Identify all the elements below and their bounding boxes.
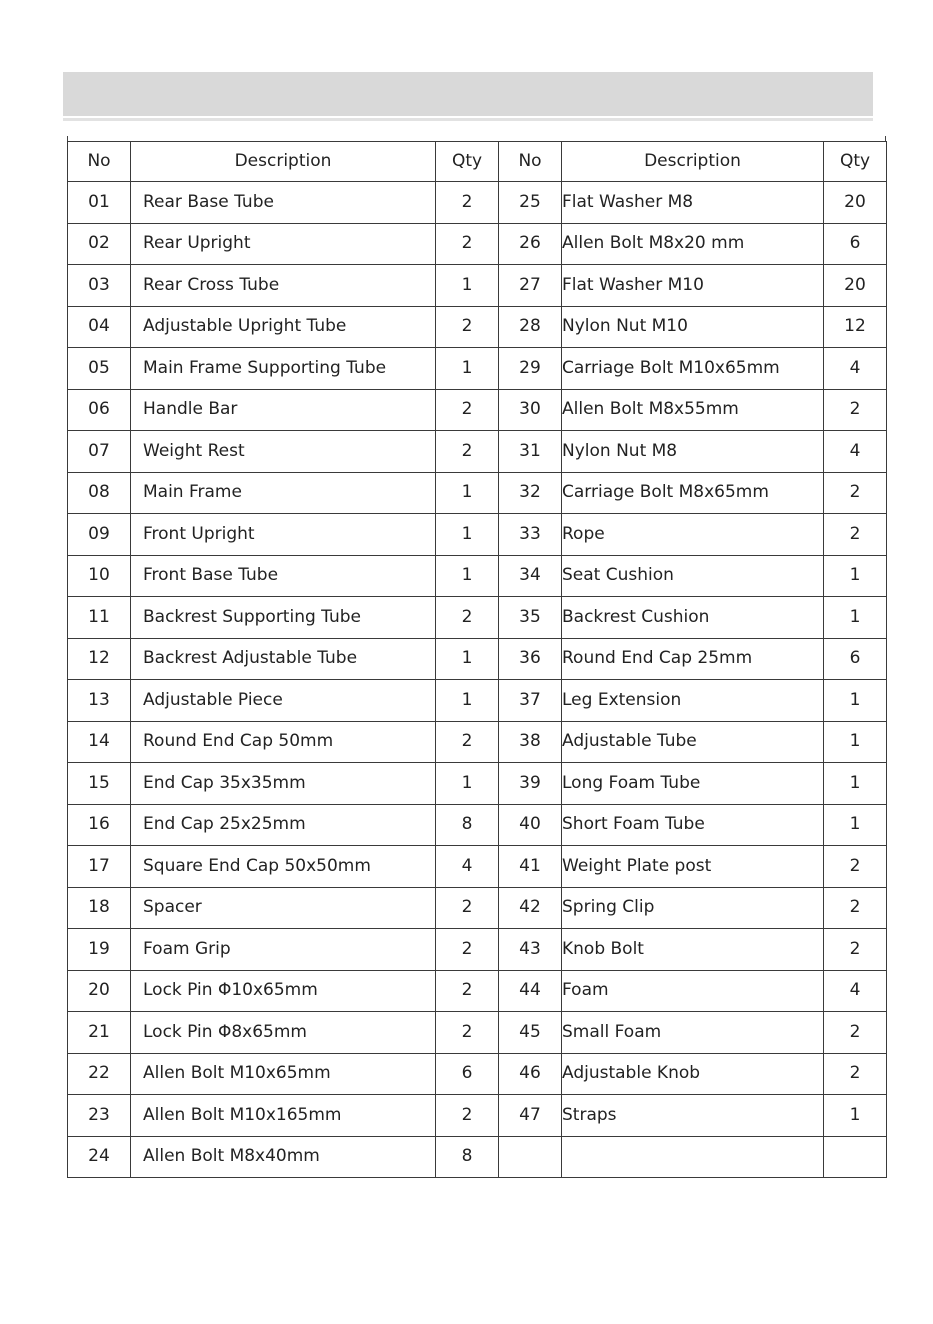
part-description: Spacer <box>131 887 436 929</box>
table-row <box>68 680 887 722</box>
part-number: 21 <box>68 1012 131 1054</box>
part-number: 14 <box>68 721 131 763</box>
part-number: 24 <box>68 1136 131 1178</box>
part-number: 20 <box>68 970 131 1012</box>
part-description: Front Upright <box>131 514 436 556</box>
part-number-right: 28 <box>499 306 562 348</box>
part-number-right: 37 <box>499 680 562 722</box>
part-quantity: 1 <box>436 348 499 390</box>
part-number: 04 <box>68 306 131 348</box>
part-quantity-right: 2 <box>824 887 887 929</box>
part-quantity: 1 <box>436 638 499 680</box>
part-description: Handle Bar <box>131 389 436 431</box>
parts-list-table <box>67 141 887 1178</box>
part-description: Backrest Supporting Tube <box>131 597 436 639</box>
column-header-description: Description <box>131 142 436 182</box>
part-description: End Cap 35x35mm <box>131 763 436 805</box>
part-quantity-right: 2 <box>824 1012 887 1054</box>
part-description: Adjustable Piece <box>131 680 436 722</box>
table-row <box>68 472 887 514</box>
part-quantity-right: 20 <box>824 265 887 307</box>
part-quantity: 4 <box>436 846 499 888</box>
part-quantity: 2 <box>436 721 499 763</box>
part-description-right: Carriage Bolt M8x65mm <box>562 472 824 514</box>
table-row <box>68 846 887 888</box>
part-quantity: 2 <box>436 223 499 265</box>
part-description: Lock Pin Φ8x65mm <box>131 1012 436 1054</box>
part-number-right: 35 <box>499 597 562 639</box>
part-quantity: 1 <box>436 763 499 805</box>
part-number: 03 <box>68 265 131 307</box>
part-quantity-right: 2 <box>824 846 887 888</box>
part-number: 06 <box>68 389 131 431</box>
part-description: Allen Bolt M10x165mm <box>131 1095 436 1137</box>
part-number-right: 45 <box>499 1012 562 1054</box>
part-quantity: 1 <box>436 265 499 307</box>
part-number: 08 <box>68 472 131 514</box>
header-rule <box>63 118 873 121</box>
table-row <box>68 929 887 971</box>
column-header-no: No <box>68 142 131 182</box>
part-quantity: 8 <box>436 804 499 846</box>
part-quantity-right: 4 <box>824 970 887 1012</box>
part-quantity-right: 2 <box>824 1053 887 1095</box>
part-number: 15 <box>68 763 131 805</box>
part-quantity: 8 <box>436 1136 499 1178</box>
part-description: Main Frame <box>131 472 436 514</box>
part-description-right: Straps <box>562 1095 824 1137</box>
part-number-right: 39 <box>499 763 562 805</box>
column-header-qty-right: Qty <box>824 142 887 182</box>
part-quantity-right: 1 <box>824 763 887 805</box>
part-number: 19 <box>68 929 131 971</box>
part-number-right: 30 <box>499 389 562 431</box>
table-row <box>68 514 887 556</box>
table-row <box>68 1095 887 1137</box>
header-bar <box>63 72 873 116</box>
table-row <box>68 223 887 265</box>
part-number-right: 26 <box>499 223 562 265</box>
part-number: 17 <box>68 846 131 888</box>
part-number-right: 29 <box>499 348 562 390</box>
part-number: 05 <box>68 348 131 390</box>
part-description: Rear Base Tube <box>131 182 436 224</box>
part-number-right <box>499 1136 562 1178</box>
part-number: 02 <box>68 223 131 265</box>
part-description: Square End Cap 50x50mm <box>131 846 436 888</box>
part-number-right: 32 <box>499 472 562 514</box>
part-number: 09 <box>68 514 131 556</box>
part-description-right: Nylon Nut M8 <box>562 431 824 473</box>
part-description-right: Carriage Bolt M10x65mm <box>562 348 824 390</box>
column-header-no-right: No <box>499 142 562 182</box>
part-quantity-right: 4 <box>824 431 887 473</box>
part-description-right: Allen Bolt M8x55mm <box>562 389 824 431</box>
part-number-right: 41 <box>499 846 562 888</box>
table-row <box>68 804 887 846</box>
part-quantity: 2 <box>436 389 499 431</box>
part-quantity-right: 2 <box>824 472 887 514</box>
part-description-right: Long Foam Tube <box>562 763 824 805</box>
part-number-right: 44 <box>499 970 562 1012</box>
part-description-right <box>562 1136 824 1178</box>
part-description: Rear Upright <box>131 223 436 265</box>
part-quantity-right: 2 <box>824 514 887 556</box>
part-quantity-right: 1 <box>824 680 887 722</box>
parts-table-body <box>68 182 887 1178</box>
part-number-right: 40 <box>499 804 562 846</box>
part-description: Adjustable Upright Tube <box>131 306 436 348</box>
table-row <box>68 1136 887 1178</box>
part-description: Front Base Tube <box>131 555 436 597</box>
part-description-right: Short Foam Tube <box>562 804 824 846</box>
part-description-right: Adjustable Tube <box>562 721 824 763</box>
table-row <box>68 431 887 473</box>
part-quantity: 6 <box>436 1053 499 1095</box>
part-description: Allen Bolt M8x40mm <box>131 1136 436 1178</box>
part-quantity-right: 1 <box>824 1095 887 1137</box>
part-number: 16 <box>68 804 131 846</box>
part-quantity: 2 <box>436 970 499 1012</box>
part-quantity-right: 1 <box>824 721 887 763</box>
part-number-right: 25 <box>499 182 562 224</box>
part-quantity: 1 <box>436 514 499 556</box>
part-number: 07 <box>68 431 131 473</box>
part-quantity-right: 1 <box>824 555 887 597</box>
part-description: Foam Grip <box>131 929 436 971</box>
part-quantity-right: 4 <box>824 348 887 390</box>
part-number-right: 31 <box>499 431 562 473</box>
column-header-description-right: Description <box>562 142 824 182</box>
table-row <box>68 265 887 307</box>
part-number-right: 34 <box>499 555 562 597</box>
column-header-qty: Qty <box>436 142 499 182</box>
part-description: Rear Cross Tube <box>131 265 436 307</box>
part-quantity: 1 <box>436 555 499 597</box>
part-description-right: Knob Bolt <box>562 929 824 971</box>
part-number-right: 46 <box>499 1053 562 1095</box>
part-description-right: Backrest Cushion <box>562 597 824 639</box>
part-quantity: 2 <box>436 1095 499 1137</box>
part-number-right: 36 <box>499 638 562 680</box>
part-number: 01 <box>68 182 131 224</box>
part-quantity-right: 2 <box>824 929 887 971</box>
part-description-right: Flat Washer M8 <box>562 182 824 224</box>
part-description-right: Flat Washer M10 <box>562 265 824 307</box>
table-row <box>68 721 887 763</box>
part-number: 10 <box>68 555 131 597</box>
part-description: Round End Cap 50mm <box>131 721 436 763</box>
part-quantity: 2 <box>436 306 499 348</box>
part-description-right: Seat Cushion <box>562 555 824 597</box>
part-quantity: 1 <box>436 472 499 514</box>
part-description-right: Spring Clip <box>562 887 824 929</box>
part-description: Weight Rest <box>131 431 436 473</box>
part-number: 12 <box>68 638 131 680</box>
part-number: 23 <box>68 1095 131 1137</box>
part-description-right: Small Foam <box>562 1012 824 1054</box>
table-row <box>68 182 887 224</box>
table-row <box>68 763 887 805</box>
table-header-row <box>68 142 887 182</box>
part-quantity: 2 <box>436 431 499 473</box>
part-quantity-right: 2 <box>824 389 887 431</box>
part-quantity-right: 20 <box>824 182 887 224</box>
table-row <box>68 555 887 597</box>
part-description-right: Foam <box>562 970 824 1012</box>
part-description-right: Weight Plate post <box>562 846 824 888</box>
part-number-right: 43 <box>499 929 562 971</box>
part-quantity-right: 6 <box>824 223 887 265</box>
part-number-right: 42 <box>499 887 562 929</box>
part-number-right: 47 <box>499 1095 562 1137</box>
part-description-right: Round End Cap 25mm <box>562 638 824 680</box>
part-quantity-right: 1 <box>824 804 887 846</box>
part-description-right: Adjustable Knob <box>562 1053 824 1095</box>
table-row <box>68 389 887 431</box>
part-description-right: Allen Bolt M8x20 mm <box>562 223 824 265</box>
part-quantity-right: 6 <box>824 638 887 680</box>
table-row <box>68 597 887 639</box>
part-number-right: 27 <box>499 265 562 307</box>
part-quantity: 2 <box>436 1012 499 1054</box>
part-quantity: 1 <box>436 680 499 722</box>
part-number: 13 <box>68 680 131 722</box>
part-description-right: Leg Extension <box>562 680 824 722</box>
part-number: 11 <box>68 597 131 639</box>
part-quantity-right: 1 <box>824 597 887 639</box>
table-row <box>68 970 887 1012</box>
part-description-right: Nylon Nut M10 <box>562 306 824 348</box>
part-number-right: 33 <box>499 514 562 556</box>
part-number: 22 <box>68 1053 131 1095</box>
table-row <box>68 887 887 929</box>
part-description: Lock Pin Φ10x65mm <box>131 970 436 1012</box>
part-description: End Cap 25x25mm <box>131 804 436 846</box>
table-row <box>68 306 887 348</box>
table-row <box>68 1053 887 1095</box>
table-row <box>68 1012 887 1054</box>
part-quantity: 2 <box>436 929 499 971</box>
part-number-right: 38 <box>499 721 562 763</box>
part-description-right: Rope <box>562 514 824 556</box>
part-description: Allen Bolt M10x65mm <box>131 1053 436 1095</box>
table-row <box>68 638 887 680</box>
part-number: 18 <box>68 887 131 929</box>
part-quantity: 2 <box>436 182 499 224</box>
part-quantity: 2 <box>436 887 499 929</box>
part-quantity: 2 <box>436 597 499 639</box>
part-quantity-right <box>824 1136 887 1178</box>
part-description: Main Frame Supporting Tube <box>131 348 436 390</box>
part-description: Backrest Adjustable Tube <box>131 638 436 680</box>
part-quantity-right: 12 <box>824 306 887 348</box>
table-row <box>68 348 887 390</box>
